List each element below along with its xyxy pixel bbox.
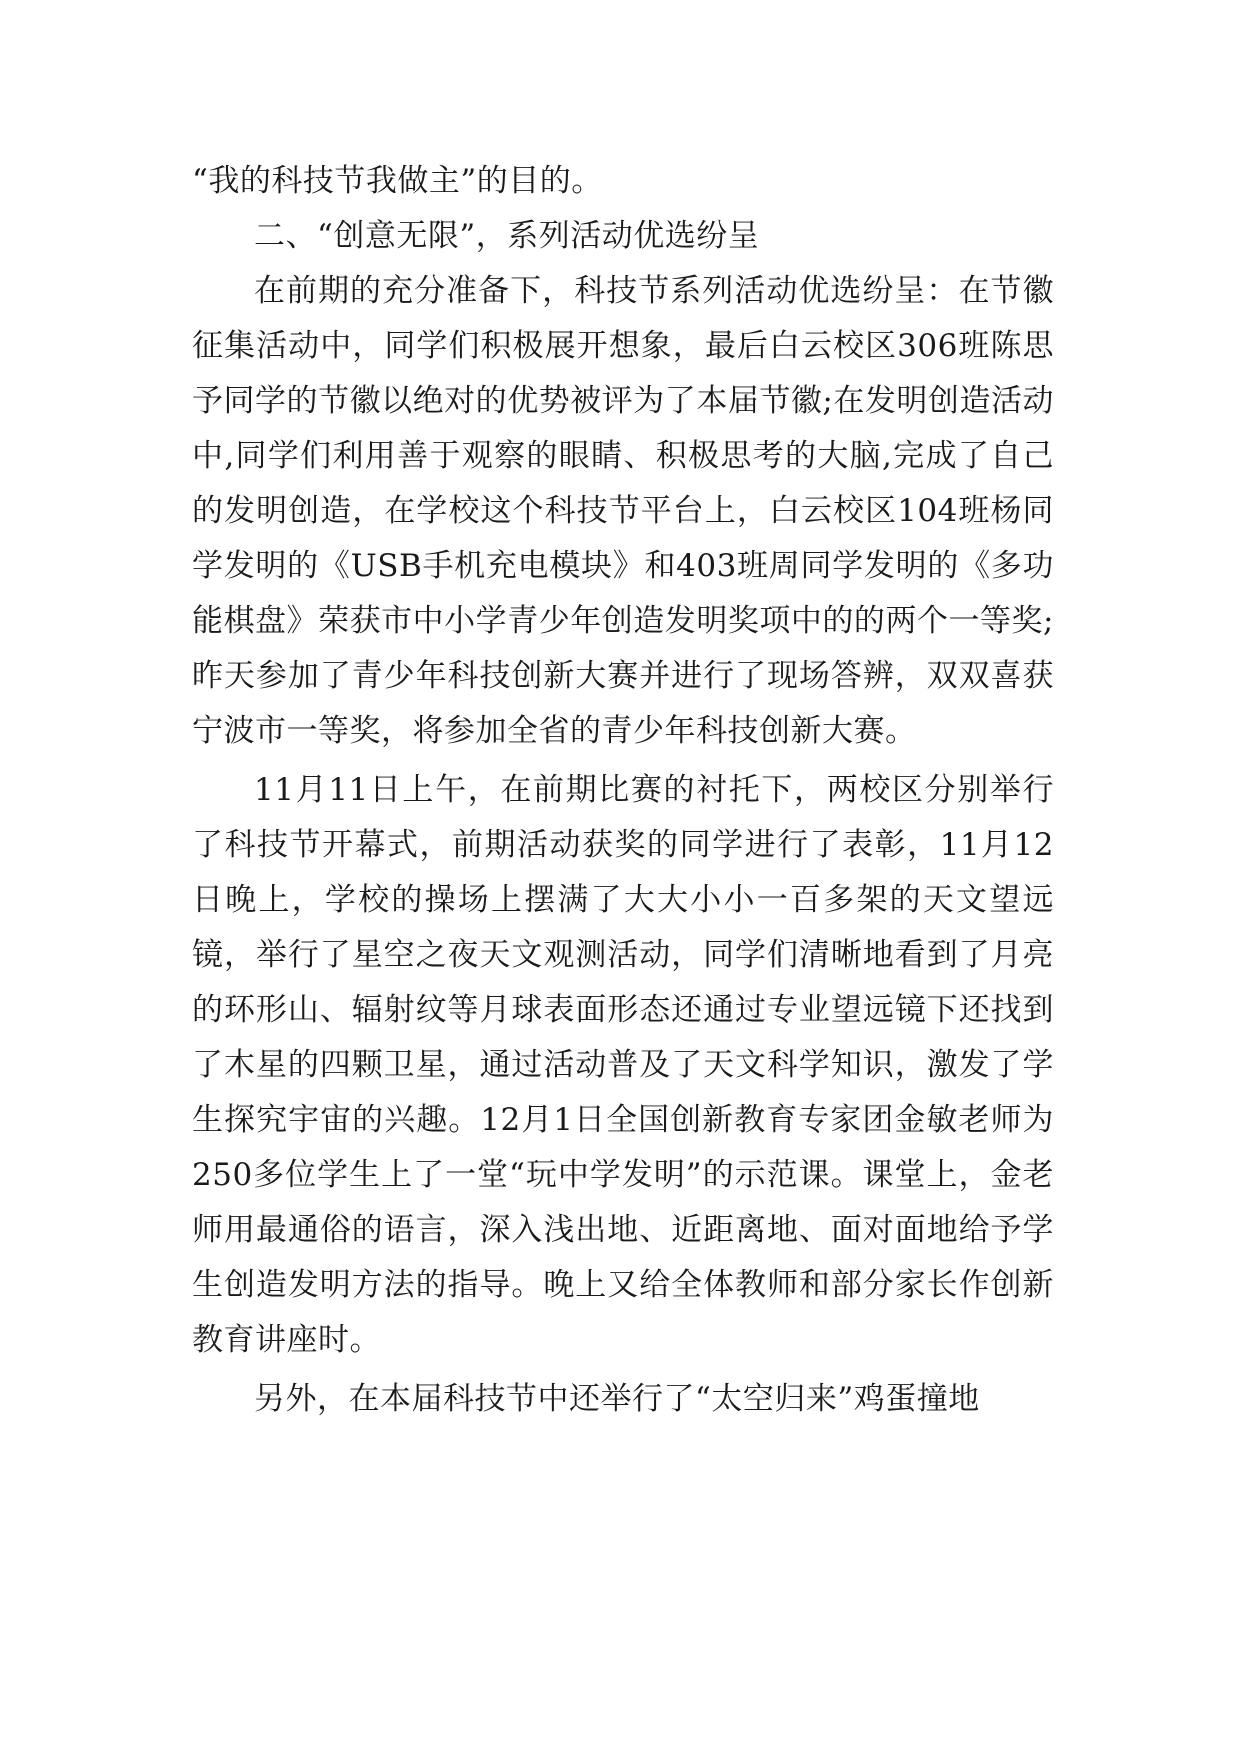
section-heading: 二、“创意无限”，系列活动优选纷呈 <box>254 218 760 254</box>
paragraph-other: 另外，在本届科技节中还举行了“太空归来”鸡蛋撞地 <box>254 1381 980 1417</box>
body-text <box>192 154 1054 1427</box>
paragraph-activities: 在前期的充分准备下，科技节系列活动优选纷呈：在节徽征集活动中，同学们积极展开想象，最后白云校区306班陈思予同学的节徽以绝对的优势被评为了本届节徽;在发明创造活动中,同学们利用善于观察的眼睛、积极思考的大脑,完成了自己的发明创造，在学校这个科技节平台上，白云校区104班杨同学发明的《USB手机充电模块》和403班周同学发明的《多功能棋盘》荣获市中小学青少年创造发明奖项中的的两个一等奖;昨天参加了青少年科技创新大赛并进行了现场答辨，双双喜获宁波市一等奖，将参加全省的青少年科技创新大赛。 <box>192 273 1054 749</box>
paragraph-events: 11月11日上午，在前期比赛的衬托下，两校区分别举行了科技节开幕式，前期活动获奖的同学进行了表彰，11月12日晚上，学校的操场上摆满了大大小小一百多架的天文望远镜，举行了星空之夜天文观测活动，同学们清晰地看到了月亮的环形山、辐射纹等月球表面形态还通过专业望远镜下还找到了木星的四颗卫星，通过活动普及了天文科学知识，激发了学生探究宇宙的兴趣。12月1日全国创新教育专家团金敏老师为250多位学生上了一堂“玩中学发明”的示范课。课堂上，金老师用最通俗的语言，深入浅出地、近距离地、面对面地给予学生创造发明方法的指导。晚上又给全体教师和部分家长作创新教育讲座时。 <box>192 772 1054 1358</box>
paragraph-continuation: “我的科技节我做主”的目的。 <box>192 163 603 199</box>
